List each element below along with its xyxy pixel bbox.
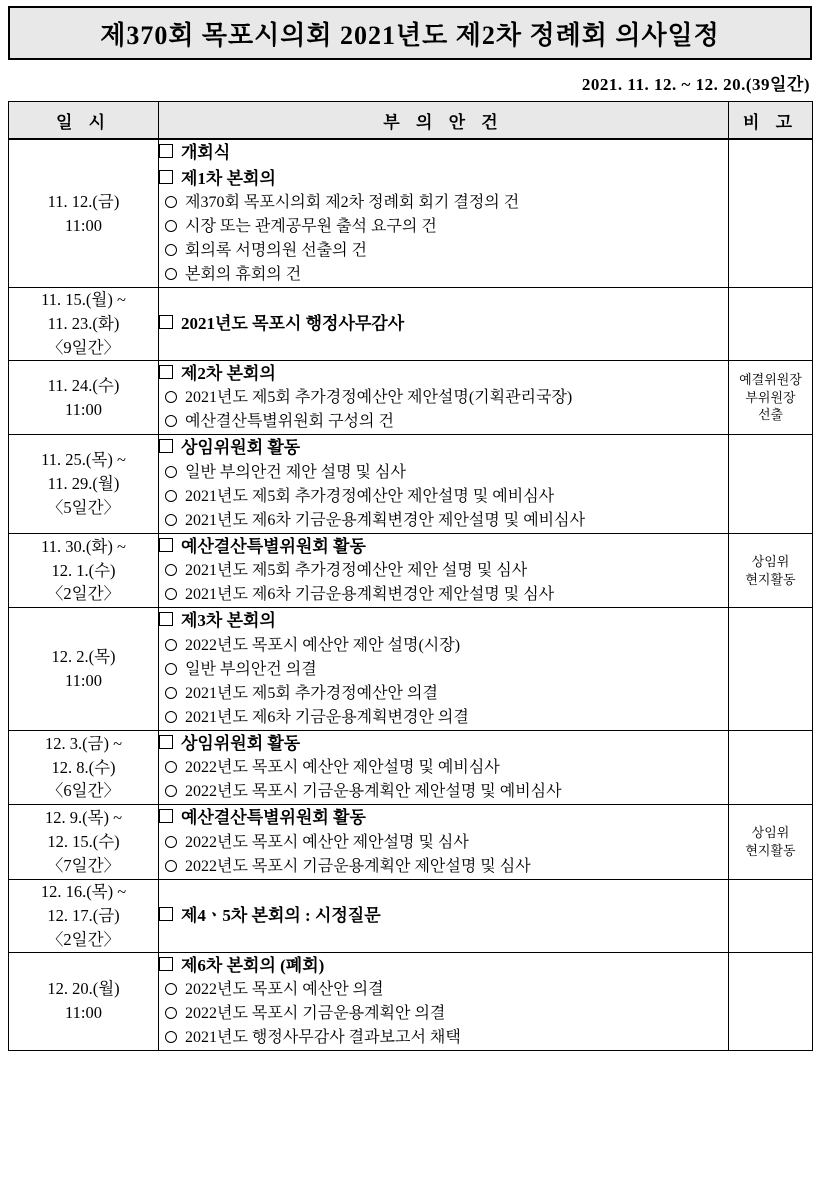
agenda-item-text: 2021년도 제6차 기금운용계획변경안 제안설명 및 심사 [185,586,555,604]
bullet-circle-icon [165,514,177,526]
bullet-circle-icon [165,663,177,675]
table-header [9,102,813,140]
agenda-subitem [165,706,728,730]
page-title: 제370회 목포시의회 2021년도 제2차 정례회 의사일정 [100,20,720,50]
note-cell [729,288,813,361]
agenda-subitem [165,855,728,879]
agenda-subitem [165,239,728,263]
table-row [9,805,813,880]
agenda-item-text: 예산결산특별위원회 구성의 건 [185,413,394,431]
bullet-circle-icon [165,268,177,280]
agenda-subitem [165,410,728,434]
agenda-subitem [165,1002,728,1026]
table-row [9,952,813,1051]
table-row [9,360,813,435]
note-cell [729,435,813,534]
agenda-item-text: 상임위원회 활동 [181,438,301,458]
bullet-circle-icon [165,1007,177,1019]
schedule-date-line: 11. 23.(화) [47,313,120,333]
note-line: 예결위원장 [739,372,802,388]
checkbox-icon [159,315,173,329]
agenda-item-text: 회의록 서명의원 선출의 건 [185,242,368,259]
schedule-date-line: 11. 24.(수) [47,375,120,395]
agenda-subitem [165,682,728,706]
agenda-heading [159,903,728,929]
agenda-subitem [165,215,728,239]
bullet-circle-icon [165,711,177,723]
table-header-row [9,102,813,140]
schedule-date-line: 12. 9.(목) ~ [44,808,123,828]
agenda-cell [159,952,729,1051]
bullet-circle-icon [165,639,177,651]
agenda-subitem [165,583,728,607]
agenda-item-text: 일반 부의안건 의결 [185,660,317,678]
checkbox-icon [159,365,173,379]
bullet-circle-icon [165,860,177,872]
schedule-date-line: 11:00 [65,215,102,235]
agenda-heading [159,140,728,166]
agenda-cell [159,879,729,952]
bullet-circle-icon [165,785,177,797]
schedule-date-line: 12. 2.(목) [51,647,116,667]
column-header-note: 비 고 [729,102,813,140]
agenda-heading [159,361,728,387]
checkbox-icon [159,439,173,453]
bullet-circle-icon [165,588,177,600]
schedule-date-line: 11:00 [65,399,102,419]
agenda-subitem [165,831,728,855]
schedule-date-cell [9,288,159,361]
schedule-date-line: 〈9일간〉 [46,337,121,357]
agenda-item-text: 제6차 본회의 (폐회) [181,955,325,975]
bullet-circle-icon [165,220,177,232]
date-range-label: 2021. 11. 12. ~ 12. 20.(39일간) [581,75,810,94]
agenda-subitem [165,1026,728,1050]
agenda-subitem [165,461,728,485]
table-row [9,288,813,361]
agenda-item-text: 제1차 본회의 [181,168,276,188]
agenda-item-text: 예산결산특별위원회 활동 [181,808,366,828]
agenda-heading [159,534,728,560]
note-line: 현지활동 [745,843,796,859]
schedule-date-line: 〈2일간〉 [46,929,121,949]
agenda-item-text: 2022년도 목포시 기금운용계획안 의결 [185,1005,446,1023]
schedule-date-cell [9,730,159,805]
bullet-circle-icon [165,564,177,576]
checkbox-icon [159,612,173,626]
schedule-date-line: 11. 30.(화) ~ [41,536,126,556]
schedule-table [8,101,813,1051]
agenda-subitem [165,509,728,533]
table-row [9,730,813,805]
agenda-item-text: 2021년도 제5회 추가경정예산안 제안설명(기획관리국장) [185,389,573,407]
schedule-date-line: 11:00 [65,1003,102,1023]
checkbox-icon [159,809,173,823]
bullet-circle-icon [165,983,177,995]
bullet-circle-icon [165,836,177,848]
agenda-cell [159,608,729,731]
agenda-subitem [165,485,728,509]
schedule-date-cell [9,879,159,952]
schedule-date-line: 12. 17.(금) [47,905,120,925]
bullet-circle-icon [165,391,177,403]
agenda-item-text: 2021년도 제5회 추가경정예산안 의결 [185,684,438,702]
agenda-subitem [165,559,728,583]
note-cell [729,139,813,288]
schedule-date-cell [9,139,159,288]
agenda-item-text: 2021년도 행정사무감사 결과보고서 채택 [185,1029,461,1047]
note-cell [729,952,813,1051]
agenda-heading [159,166,728,192]
agenda-heading [159,608,728,634]
schedule-date-cell [9,435,159,534]
agenda-item-text: 시장 또는 관계공무원 출석 요구의 건 [185,218,437,235]
schedule-date-line: 12. 3.(금) ~ [44,733,123,753]
bullet-circle-icon [165,1031,177,1043]
note-line: 현지활동 [745,571,796,587]
agenda-item-text: 개회식 [181,143,231,162]
agenda-subitem [165,658,728,682]
schedule-date-line: 12. 20.(월) [47,979,120,999]
bullet-circle-icon [165,687,177,699]
schedule-date-line: 〈2일간〉 [46,584,121,604]
agenda-item-text: 2021년도 제6차 기금운용계획변경안 의결 [185,708,469,726]
agenda-cell [159,805,729,880]
bullet-circle-icon [165,466,177,478]
table-row [9,435,813,534]
agenda-item-text: 2022년도 목포시 기금운용계획안 제안설명 및 심사 [185,857,531,875]
note-line: 상임위 [751,553,790,569]
note-line: 상임위 [751,825,790,841]
document-title-bar [8,6,812,60]
agenda-subitem [165,191,728,215]
bullet-circle-icon [165,415,177,427]
agenda-heading [159,311,728,337]
checkbox-icon [159,144,173,158]
schedule-date-line: 〈5일간〉 [46,497,121,517]
agenda-cell [159,360,729,435]
agenda-item-text: 제370회 목포시의회 제2차 정례회 회기 결정의 건 [185,194,520,211]
schedule-date-line: 〈7일간〉 [46,855,121,875]
checkbox-icon [159,735,173,749]
schedule-date-line: 11:00 [65,671,102,691]
agenda-subitem [165,756,728,780]
agenda-item-text: 2022년도 목포시 예산안 제안설명 및 심사 [185,833,469,851]
agenda-cell [159,288,729,361]
agenda-item-text: 일반 부의안건 제안 설명 및 심사 [185,463,406,481]
column-header-when: 일 시 [9,102,159,140]
table-row [9,879,813,952]
schedule-date-line: 12. 15.(수) [47,832,120,852]
note-cell [729,533,813,608]
schedule-date-cell [9,805,159,880]
schedule-date-line: 11. 15.(월) ~ [41,290,126,309]
agenda-subitem [165,263,728,287]
agenda-item-text: 2021년도 제5회 추가경정예산안 제안설명 및 예비심사 [185,487,555,505]
agenda-item-text: 본회의 휴회의 건 [185,266,302,283]
schedule-date-line: 12. 8.(수) [51,757,116,777]
agenda-item-text: 2021년도 제5회 추가경정예산안 제안 설명 및 심사 [185,562,528,580]
note-line: 선출 [757,407,784,423]
agenda-item-text: 제4ㆍ5차 본회의 : 시정질문 [181,905,381,925]
schedule-date-line: 11. 12.(금) [47,191,120,211]
checkbox-icon [159,538,173,552]
schedule-date-line: 12. 1.(수) [51,560,116,580]
schedule-date-line: 〈6일간〉 [46,781,121,801]
agenda-item-text: 2021년도 목포시 행정사무감사 [181,314,405,334]
table-body [9,139,813,1051]
agenda-subitem [165,634,728,658]
table-row [9,608,813,731]
column-header-agenda: 부 의 안 건 [159,102,729,140]
note-cell [729,360,813,435]
agenda-heading [159,953,728,979]
bullet-circle-icon [165,196,177,208]
document-page [0,6,820,1051]
agenda-item-text: 제3차 본회의 [181,611,276,631]
agenda-cell [159,139,729,288]
agenda-item-text: 2022년도 목포시 예산안 제안 설명(시장) [185,636,461,654]
table-row [9,139,813,288]
checkbox-icon [159,907,173,921]
note-cell [729,608,813,731]
schedule-date-cell [9,608,159,731]
agenda-item-text: 2022년도 목포시 예산안 제안설명 및 예비심사 [185,759,500,777]
agenda-subitem [165,978,728,1002]
agenda-cell [159,533,729,608]
agenda-heading [159,731,728,757]
note-cell [729,879,813,952]
note-cell [729,730,813,805]
agenda-item-text: 제2차 본회의 [181,363,276,383]
agenda-item-text: 2022년도 목포시 예산안 의결 [185,981,384,999]
bullet-circle-icon [165,490,177,502]
agenda-item-text: 2021년도 제6차 기금운용계획변경안 제안설명 및 예비심사 [185,511,586,529]
checkbox-icon [159,170,173,184]
agenda-item-text: 상임위원회 활동 [181,733,301,753]
note-line: 부위원장 [745,389,796,405]
bullet-circle-icon [165,761,177,773]
agenda-item-text: 2022년도 목포시 기금운용계획안 제안설명 및 예비심사 [185,783,562,801]
schedule-date-line: 12. 16.(목) ~ [40,881,127,901]
bullet-circle-icon [165,244,177,256]
schedule-date-cell [9,360,159,435]
note-cell [729,805,813,880]
schedule-date-cell [9,952,159,1051]
agenda-subitem [165,386,728,410]
table-row [9,533,813,608]
agenda-cell [159,435,729,534]
schedule-date-cell [9,533,159,608]
agenda-heading [159,805,728,831]
schedule-date-line: 11. 29.(월) [47,474,120,494]
agenda-heading [159,435,728,461]
agenda-cell [159,730,729,805]
schedule-date-line: 11. 25.(목) ~ [41,450,126,470]
agenda-item-text: 예산결산특별위원회 활동 [181,536,366,556]
checkbox-icon [159,957,173,971]
agenda-subitem [165,780,728,804]
